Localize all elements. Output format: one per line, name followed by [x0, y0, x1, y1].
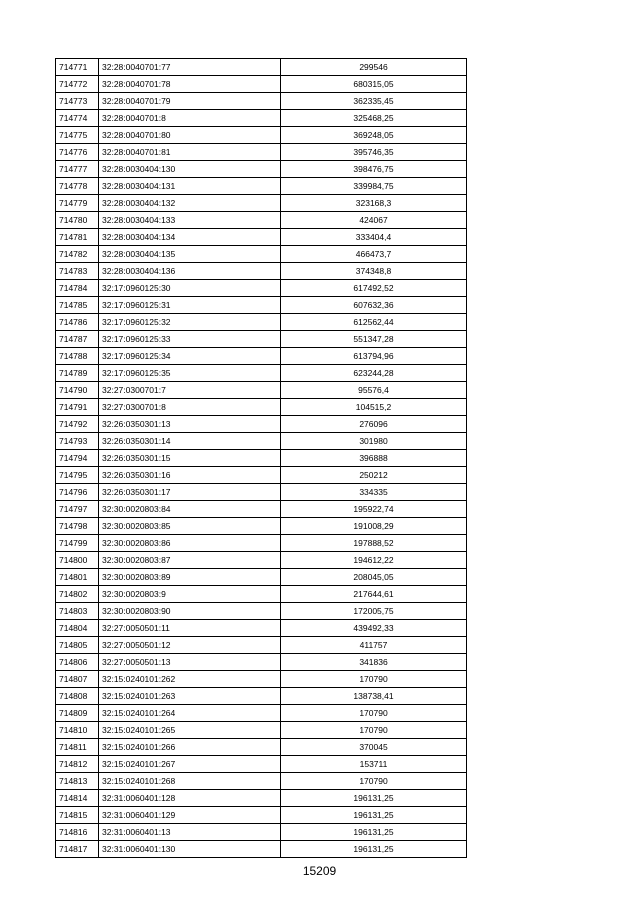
row-id-cell: 714791 — [56, 399, 99, 416]
table-row — [56, 620, 467, 637]
cadastral-number-cell: 32:26:0350301:17 — [99, 484, 281, 501]
table-row — [56, 603, 467, 620]
value-cell: 362335,45 — [281, 93, 467, 110]
row-id-cell: 714816 — [56, 824, 99, 841]
row-id-cell: 714795 — [56, 467, 99, 484]
table-row — [56, 195, 467, 212]
cadastral-number-cell: 32:30:0020803:9 — [99, 586, 281, 603]
value-cell: 170790 — [281, 705, 467, 722]
cadastral-number-cell: 32:26:0350301:16 — [99, 467, 281, 484]
value-cell: 196131,25 — [281, 790, 467, 807]
value-cell: 250212 — [281, 467, 467, 484]
cadastral-number-cell: 32:30:0020803:89 — [99, 569, 281, 586]
cadastral-number-cell: 32:15:0240101:263 — [99, 688, 281, 705]
cadastral-number-cell: 32:30:0020803:84 — [99, 501, 281, 518]
table-row — [56, 178, 467, 195]
row-id-cell: 714810 — [56, 722, 99, 739]
row-id-cell: 714771 — [56, 59, 99, 76]
row-id-cell: 714776 — [56, 144, 99, 161]
value-cell: 194612,22 — [281, 552, 467, 569]
table-row — [56, 212, 467, 229]
value-cell: 95576,4 — [281, 382, 467, 399]
cadastral-number-cell: 32:28:0030404:133 — [99, 212, 281, 229]
row-id-cell: 714773 — [56, 93, 99, 110]
value-cell: 196131,25 — [281, 824, 467, 841]
row-id-cell: 714772 — [56, 76, 99, 93]
row-id-cell: 714781 — [56, 229, 99, 246]
value-cell: 196131,25 — [281, 841, 467, 858]
row-id-cell: 714802 — [56, 586, 99, 603]
table-row — [56, 229, 467, 246]
table-row — [56, 127, 467, 144]
table-row — [56, 433, 467, 450]
table-row — [56, 739, 467, 756]
row-id-cell: 714785 — [56, 297, 99, 314]
value-cell: 439492,33 — [281, 620, 467, 637]
cadastral-number-cell: 32:28:0040701:77 — [99, 59, 281, 76]
value-cell: 617492,52 — [281, 280, 467, 297]
value-cell: 217644,61 — [281, 586, 467, 603]
table-row — [56, 569, 467, 586]
row-id-cell: 714787 — [56, 331, 99, 348]
value-cell: 197888,52 — [281, 535, 467, 552]
row-id-cell: 714817 — [56, 841, 99, 858]
row-id-cell: 714786 — [56, 314, 99, 331]
row-id-cell: 714804 — [56, 620, 99, 637]
table-row — [56, 144, 467, 161]
value-cell: 299546 — [281, 59, 467, 76]
table-row — [56, 535, 467, 552]
row-id-cell: 714803 — [56, 603, 99, 620]
table-row — [56, 280, 467, 297]
value-cell: 301980 — [281, 433, 467, 450]
row-id-cell: 714784 — [56, 280, 99, 297]
table-row — [56, 688, 467, 705]
value-cell: 623244,28 — [281, 365, 467, 382]
table-row — [56, 586, 467, 603]
cadastral-number-cell: 32:28:0030404:130 — [99, 161, 281, 178]
value-cell: 276096 — [281, 416, 467, 433]
value-cell: 195922,74 — [281, 501, 467, 518]
table-row — [56, 110, 467, 127]
table-body — [56, 59, 467, 858]
cadastral-number-cell: 32:15:0240101:268 — [99, 773, 281, 790]
table-row — [56, 76, 467, 93]
row-id-cell: 714808 — [56, 688, 99, 705]
table-row — [56, 416, 467, 433]
value-cell: 196131,25 — [281, 807, 467, 824]
value-cell: 325468,25 — [281, 110, 467, 127]
value-cell: 339984,75 — [281, 178, 467, 195]
table-row — [56, 501, 467, 518]
cadastral-number-cell: 32:26:0350301:14 — [99, 433, 281, 450]
row-id-cell: 714807 — [56, 671, 99, 688]
value-cell: 333404,4 — [281, 229, 467, 246]
row-id-cell: 714777 — [56, 161, 99, 178]
value-cell: 424067 — [281, 212, 467, 229]
cadastral-number-cell: 32:30:0020803:86 — [99, 535, 281, 552]
cadastral-number-cell: 32:17:0960125:35 — [99, 365, 281, 382]
cadastral-number-cell: 32:28:0030404:135 — [99, 246, 281, 263]
table-row — [56, 161, 467, 178]
value-cell: 680315,05 — [281, 76, 467, 93]
table-row — [56, 790, 467, 807]
value-cell: 551347,28 — [281, 331, 467, 348]
table-row — [56, 518, 467, 535]
cadastral-number-cell: 32:30:0020803:87 — [99, 552, 281, 569]
cadastral-number-cell: 32:17:0960125:33 — [99, 331, 281, 348]
row-id-cell: 714799 — [56, 535, 99, 552]
value-cell: 369248,05 — [281, 127, 467, 144]
cadastral-number-cell: 32:15:0240101:262 — [99, 671, 281, 688]
value-cell: 398476,75 — [281, 161, 467, 178]
table-row — [56, 399, 467, 416]
row-id-cell: 714797 — [56, 501, 99, 518]
row-id-cell: 714788 — [56, 348, 99, 365]
value-cell: 172005,75 — [281, 603, 467, 620]
cadastral-number-cell: 32:27:0050501:11 — [99, 620, 281, 637]
cadastral-number-cell: 32:17:0960125:34 — [99, 348, 281, 365]
table-row — [56, 348, 467, 365]
table-row — [56, 637, 467, 654]
table-row — [56, 773, 467, 790]
value-cell: 607632,36 — [281, 297, 467, 314]
cadastral-number-cell: 32:15:0240101:265 — [99, 722, 281, 739]
row-id-cell: 714780 — [56, 212, 99, 229]
value-cell: 466473,7 — [281, 246, 467, 263]
page-number: 15209 — [302, 864, 337, 878]
table-row — [56, 756, 467, 773]
cadastral-number-cell: 32:28:0040701:80 — [99, 127, 281, 144]
value-cell: 411757 — [281, 637, 467, 654]
row-id-cell: 714775 — [56, 127, 99, 144]
row-id-cell: 714811 — [56, 739, 99, 756]
value-cell: 138738,41 — [281, 688, 467, 705]
cadastral-number-cell: 32:27:0050501:12 — [99, 637, 281, 654]
row-id-cell: 714779 — [56, 195, 99, 212]
table-row — [56, 263, 467, 280]
cadastral-number-cell: 32:31:0060401:128 — [99, 790, 281, 807]
row-id-cell: 714796 — [56, 484, 99, 501]
row-id-cell: 714774 — [56, 110, 99, 127]
row-id-cell: 714783 — [56, 263, 99, 280]
row-id-cell: 714794 — [56, 450, 99, 467]
cadastral-number-cell: 32:28:0040701:81 — [99, 144, 281, 161]
cadastral-number-cell: 32:28:0030404:132 — [99, 195, 281, 212]
cadastral-number-cell: 32:17:0960125:32 — [99, 314, 281, 331]
row-id-cell: 714789 — [56, 365, 99, 382]
cadastral-number-cell: 32:15:0240101:267 — [99, 756, 281, 773]
table-row — [56, 654, 467, 671]
cadastral-number-cell: 32:15:0240101:266 — [99, 739, 281, 756]
cadastral-number-cell: 32:28:0040701:78 — [99, 76, 281, 93]
row-id-cell: 714801 — [56, 569, 99, 586]
table-row — [56, 484, 467, 501]
table-row — [56, 314, 467, 331]
value-cell: 191008,29 — [281, 518, 467, 535]
table-row — [56, 59, 467, 76]
table-row — [56, 450, 467, 467]
table-row — [56, 467, 467, 484]
table-row — [56, 705, 467, 722]
row-id-cell: 714812 — [56, 756, 99, 773]
table-row — [56, 671, 467, 688]
cadastral-number-cell: 32:26:0350301:13 — [99, 416, 281, 433]
row-id-cell: 714813 — [56, 773, 99, 790]
value-cell: 153711 — [281, 756, 467, 773]
table-row — [56, 722, 467, 739]
cadastral-number-cell: 32:27:0300701:8 — [99, 399, 281, 416]
cadastral-number-cell: 32:28:0030404:136 — [99, 263, 281, 280]
row-id-cell: 714782 — [56, 246, 99, 263]
row-id-cell: 714809 — [56, 705, 99, 722]
row-id-cell: 714793 — [56, 433, 99, 450]
cadastral-number-cell: 32:31:0060401:13 — [99, 824, 281, 841]
table-row — [56, 807, 467, 824]
value-cell: 370045 — [281, 739, 467, 756]
value-cell: 374348,8 — [281, 263, 467, 280]
value-cell: 612562,44 — [281, 314, 467, 331]
value-cell: 334335 — [281, 484, 467, 501]
row-id-cell: 714815 — [56, 807, 99, 824]
value-cell: 323168,3 — [281, 195, 467, 212]
table-row — [56, 365, 467, 382]
value-cell: 208045,05 — [281, 569, 467, 586]
cadastral-number-cell: 32:28:0040701:8 — [99, 110, 281, 127]
table-row — [56, 93, 467, 110]
table-row — [56, 382, 467, 399]
row-id-cell: 714800 — [56, 552, 99, 569]
cadastral-number-cell: 32:30:0020803:90 — [99, 603, 281, 620]
table-row — [56, 841, 467, 858]
cadastral-number-cell: 32:31:0060401:129 — [99, 807, 281, 824]
row-id-cell: 714805 — [56, 637, 99, 654]
row-id-cell: 714790 — [56, 382, 99, 399]
table-row — [56, 331, 467, 348]
value-cell: 170790 — [281, 773, 467, 790]
table-row — [56, 297, 467, 314]
table-row — [56, 552, 467, 569]
value-cell: 170790 — [281, 722, 467, 739]
value-cell: 613794,96 — [281, 348, 467, 365]
value-cell: 395746,35 — [281, 144, 467, 161]
cadastral-number-cell: 32:15:0240101:264 — [99, 705, 281, 722]
row-id-cell: 714814 — [56, 790, 99, 807]
cadastral-number-cell: 32:28:0030404:131 — [99, 178, 281, 195]
row-id-cell: 714778 — [56, 178, 99, 195]
value-cell: 170790 — [281, 671, 467, 688]
row-id-cell: 714806 — [56, 654, 99, 671]
row-id-cell: 714792 — [56, 416, 99, 433]
cadastral-number-cell: 32:28:0040701:79 — [99, 93, 281, 110]
value-cell: 341836 — [281, 654, 467, 671]
cadastral-number-cell: 32:26:0350301:15 — [99, 450, 281, 467]
row-id-cell: 714798 — [56, 518, 99, 535]
cadastral-value-table — [55, 58, 467, 858]
cadastral-number-cell: 32:17:0960125:30 — [99, 280, 281, 297]
cadastral-number-cell: 32:27:0050501:13 — [99, 654, 281, 671]
table-row — [56, 824, 467, 841]
value-cell: 104515,2 — [281, 399, 467, 416]
table-row — [56, 246, 467, 263]
cadastral-number-cell: 32:30:0020803:85 — [99, 518, 281, 535]
value-cell: 396888 — [281, 450, 467, 467]
cadastral-number-cell: 32:31:0060401:130 — [99, 841, 281, 858]
cadastral-number-cell: 32:27:0300701:7 — [99, 382, 281, 399]
cadastral-number-cell: 32:17:0960125:31 — [99, 297, 281, 314]
cadastral-number-cell: 32:28:0030404:134 — [99, 229, 281, 246]
